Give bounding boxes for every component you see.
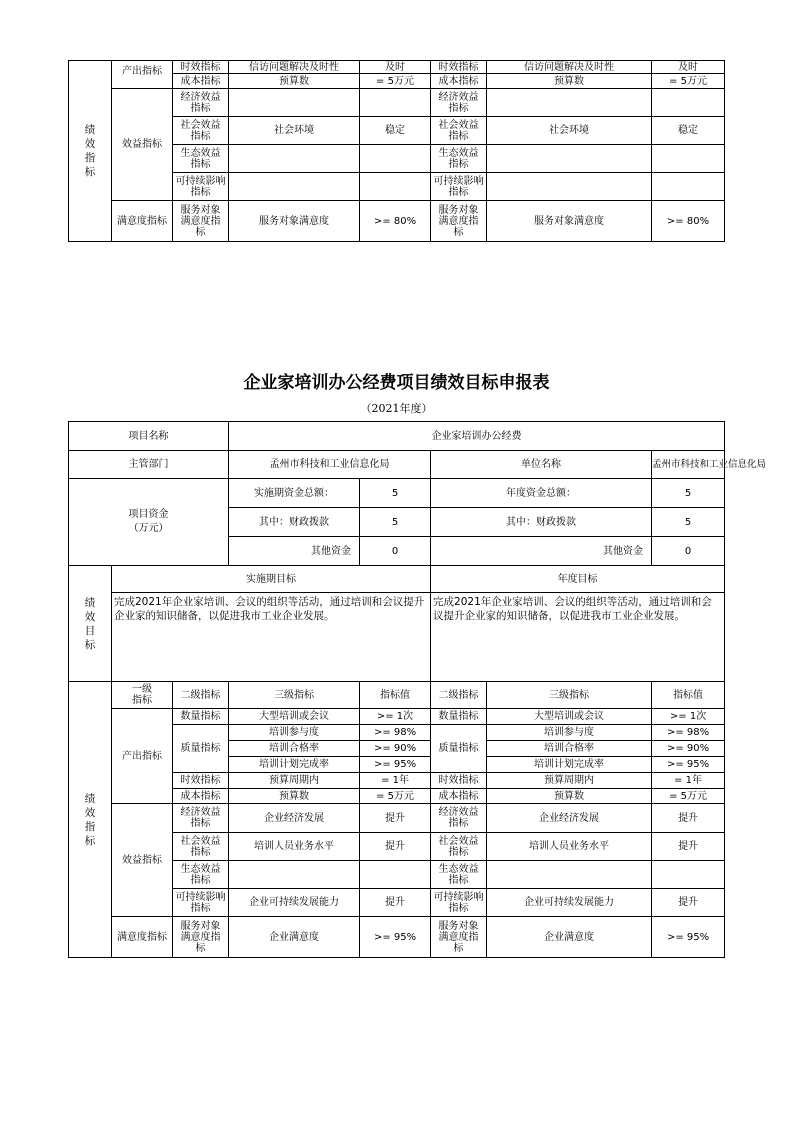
page-title: 企业家培训办公经费项目绩效目标申报表: [243, 373, 550, 393]
l2-cell: 生态效益指标: [431, 861, 487, 889]
l3-cell: 预算数: [229, 789, 360, 804]
value-cell: >= 95%: [360, 917, 431, 958]
year-goal-label: 年度目标: [431, 566, 725, 593]
l3-cell: 信访问题解决及时性: [229, 61, 360, 74]
l3-cell: 企业可持续发展能力: [487, 889, 652, 917]
l2-cell: 服务对象满意度指标: [173, 201, 229, 242]
total-impl-value: 5: [360, 479, 431, 508]
l3-cell: 企业经济发展: [487, 804, 652, 833]
total-impl-label: 实施期资金总额：: [229, 479, 360, 508]
value-cell: = 5万元: [360, 789, 431, 804]
value-cell: 稳定: [652, 117, 725, 145]
l3-cell: 大型培训或会议: [229, 709, 360, 725]
value-cell: = 5万元: [652, 789, 725, 804]
l3-cell: [229, 89, 360, 117]
satisfaction-indicator-label: 满意度指标: [112, 201, 173, 242]
cost-label: 成本指标: [173, 789, 229, 804]
value-cell: 提升: [652, 804, 725, 833]
header-l1: 一级指标: [112, 682, 173, 709]
quantity-label: 数量指标: [173, 709, 229, 725]
value-cell: >= 1次: [360, 709, 431, 725]
cost-label: 成本指标: [431, 789, 487, 804]
header-l3: 三级指标: [229, 682, 360, 709]
header-value: 指标值: [360, 682, 431, 709]
l3-cell: 培训参与度: [229, 725, 360, 741]
l3-cell: 大型培训或会议: [487, 709, 652, 725]
value-cell: >= 90%: [652, 741, 725, 757]
value-cell: >= 90%: [360, 741, 431, 757]
l2-cell: 社会效益指标: [173, 833, 229, 861]
l3-cell: 预算数: [487, 74, 652, 89]
l3-cell: [229, 145, 360, 173]
l3-cell: 社会环境: [487, 117, 652, 145]
unit-label: 单位名称: [431, 451, 652, 479]
value-cell: >= 95%: [360, 757, 431, 773]
project-name-label: 项目名称: [69, 422, 229, 451]
perf-indicator-label: 绩效指标: [69, 682, 112, 958]
l2-cell: 生态效益指标: [431, 145, 487, 173]
value-cell: = 1年: [652, 773, 725, 789]
l2-cell: 社会效益指标: [431, 833, 487, 861]
l3-cell: 企业可持续发展能力: [229, 889, 360, 917]
value-cell: [360, 145, 431, 173]
l2-cell: 生态效益指标: [173, 145, 229, 173]
l2-cell: 经济效益指标: [173, 89, 229, 117]
value-cell: [652, 173, 725, 201]
l3-cell: [487, 861, 652, 889]
l3-cell: 培训合格率: [487, 741, 652, 757]
header-l2: 二级指标: [431, 682, 487, 709]
value-cell: 及时: [652, 61, 725, 74]
quality-label: 质量指标: [431, 725, 487, 773]
fiscal-impl-value: 5: [360, 508, 431, 537]
perf-indicator-label: 绩效指标: [69, 61, 112, 242]
value-cell: >= 98%: [360, 725, 431, 741]
l2-cell: 经济效益指标: [173, 804, 229, 833]
l3-cell: 预算数: [229, 74, 360, 89]
l3-cell: 服务对象满意度: [229, 201, 360, 242]
benefit-indicator-label: 效益指标: [112, 804, 173, 917]
value-cell: [652, 861, 725, 889]
l3-cell: 培训计划完成率: [487, 757, 652, 773]
time-label: 时效指标: [173, 773, 229, 789]
l3-cell: 预算周期内: [487, 773, 652, 789]
value-cell: >= 98%: [652, 725, 725, 741]
year-goal-text: 完成2021年企业家培训、会议的组织等活动，通过培训和会议提升企业家的知识储备，以促进我市工业企业发展。: [431, 593, 725, 682]
output-indicator-label: 产出指标: [112, 61, 173, 89]
l3-cell: 预算数: [487, 789, 652, 804]
l2-cell: 时效指标: [173, 61, 229, 74]
value-cell: [652, 145, 725, 173]
project-name-value: 企业家培训办公经费: [229, 422, 725, 451]
other-impl-label: 其他资金: [229, 537, 360, 566]
time-label: 时效指标: [431, 773, 487, 789]
header-value: 指标值: [652, 682, 725, 709]
l3-cell: 企业经济发展: [229, 804, 360, 833]
l3-cell: 培训计划完成率: [229, 757, 360, 773]
l3-cell: 企业满意度: [229, 917, 360, 958]
value-cell: = 5万元: [652, 74, 725, 89]
other-impl-value: 0: [360, 537, 431, 566]
l3-cell: 培训合格率: [229, 741, 360, 757]
value-cell: 提升: [360, 889, 431, 917]
value-cell: >= 95%: [652, 917, 725, 958]
l2-cell: 服务对象满意度指标: [431, 917, 487, 958]
l3-cell: 预算周期内: [229, 773, 360, 789]
continued-performance-table: [68, 60, 725, 242]
unit-value: 孟州市科技和工业信息化局: [652, 451, 725, 479]
l3-cell: 社会环境: [229, 117, 360, 145]
value-cell: [360, 861, 431, 889]
fiscal-impl-label: 其中：财政拨款: [229, 508, 360, 537]
value-cell: 提升: [652, 833, 725, 861]
value-cell: = 1年: [360, 773, 431, 789]
l3-cell: 信访问题解决及时性: [487, 61, 652, 74]
other-year-label: 其他资金: [431, 537, 652, 566]
other-year-value: 0: [652, 537, 725, 566]
l3-cell: 服务对象满意度: [487, 201, 652, 242]
l3-cell: [487, 173, 652, 201]
year-label: （2021年度）: [360, 402, 433, 415]
l2-cell: 服务对象满意度指标: [431, 201, 487, 242]
value-cell: [360, 89, 431, 117]
l2-cell: 经济效益指标: [431, 89, 487, 117]
l2-cell: 成本指标: [431, 74, 487, 89]
funds-label: 项目资金 （万元）: [69, 479, 229, 566]
header-l3: 三级指标: [487, 682, 652, 709]
l3-cell: [487, 145, 652, 173]
l2-cell: 可持续影响指标: [173, 173, 229, 201]
fiscal-year-value: 5: [652, 508, 725, 537]
impl-goal-text: 完成2021年企业家培训、会议的组织等活动，通过培训和会议提升企业家的知识储备，以促进我市工业企业发展。: [112, 593, 431, 682]
l3-cell: [487, 89, 652, 117]
value-cell: 稳定: [360, 117, 431, 145]
l2-cell: 生态效益指标: [173, 861, 229, 889]
l2-cell: 经济效益指标: [431, 804, 487, 833]
l3-cell: 培训人员业务水平: [487, 833, 652, 861]
l2-cell: 可持续影响指标: [431, 173, 487, 201]
value-cell: >= 80%: [652, 201, 725, 242]
satisfaction-indicator-label: 满意度指标: [112, 917, 173, 958]
value-cell: >= 80%: [360, 201, 431, 242]
l2-cell: 社会效益指标: [173, 117, 229, 145]
total-year-label: 年度资金总额：: [431, 479, 652, 508]
value-cell: >= 1次: [652, 709, 725, 725]
value-cell: [360, 173, 431, 201]
l2-cell: 成本指标: [173, 74, 229, 89]
l3-cell: 企业满意度: [487, 917, 652, 958]
l3-cell: 培训人员业务水平: [229, 833, 360, 861]
performance-target-table: [68, 421, 767, 958]
l3-cell: [229, 173, 360, 201]
l3-cell: 培训参与度: [487, 725, 652, 741]
header-l2: 二级指标: [173, 682, 229, 709]
goals-label: 绩效目标: [69, 566, 112, 682]
l2-cell: 时效指标: [431, 61, 487, 74]
value-cell: = 5万元: [360, 74, 431, 89]
benefit-indicator-label: 效益指标: [112, 89, 173, 201]
dept-label: 主管部门: [69, 451, 229, 479]
l2-cell: 社会效益指标: [431, 117, 487, 145]
l2-cell: 服务对象满意度指标: [173, 917, 229, 958]
output-indicator-label: 产出指标: [112, 709, 173, 804]
value-cell: 及时: [360, 61, 431, 74]
value-cell: 提升: [360, 804, 431, 833]
l3-cell: [229, 861, 360, 889]
value-cell: [652, 89, 725, 117]
dept-value: 孟州市科技和工业信息化局: [229, 451, 431, 479]
quality-label: 质量指标: [173, 725, 229, 773]
l2-cell: 可持续影响指标: [173, 889, 229, 917]
fiscal-year-label: 其中：财政拨款: [431, 508, 652, 537]
value-cell: 提升: [652, 889, 725, 917]
value-cell: >= 95%: [652, 757, 725, 773]
quantity-label: 数量指标: [431, 709, 487, 725]
value-cell: 提升: [360, 833, 431, 861]
l2-cell: 可持续影响指标: [431, 889, 487, 917]
impl-goal-label: 实施期目标: [112, 566, 431, 593]
total-year-value: 5: [652, 479, 725, 508]
